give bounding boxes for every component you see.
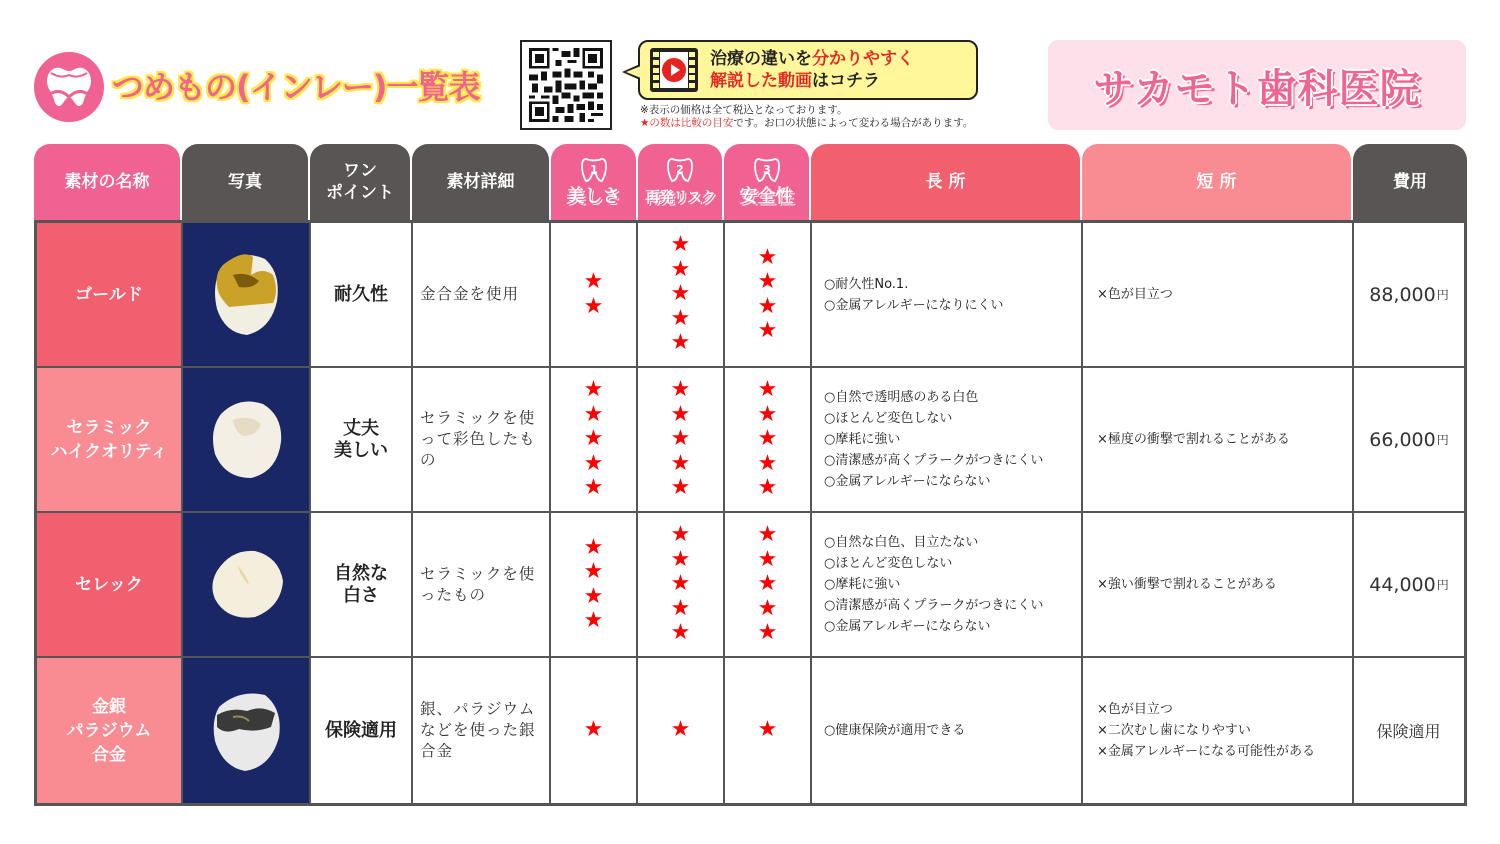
gold-inlay-photo [203,245,289,345]
star-icon: ★ [670,401,691,427]
star-icon: ★ [670,426,691,452]
star-icon: ★ [583,293,604,319]
col-safety-label: 安全性 [739,186,794,207]
merit-item: ○ほとんど変色しない [824,556,953,571]
material-detail: セラミックを使ったもの [420,564,536,604]
tooth-number-icon [666,156,694,184]
price-value: 88,000 [1369,283,1436,306]
video-text-4: はコチラ [812,71,880,91]
star-icon: ★ [670,595,691,621]
svg-text:3: 3 [762,163,771,176]
table-body [34,220,1467,806]
one-point-cell [311,368,413,511]
material-name: ハイクオリティ [50,441,168,462]
merits-cell [812,368,1083,511]
merit-item: ○金属アレルギーにならない [824,619,991,634]
star-icon: ★ [757,522,778,548]
material-name-cell [37,658,183,803]
col-header-recurrence [638,144,722,220]
star-icon: ★ [670,546,691,572]
note-star-red: ★の数は比較の目安 [640,117,734,129]
merits-cell [812,658,1083,803]
photo-cell [183,223,311,366]
star-icon: ★ [757,620,778,646]
star-icon: ★ [583,377,604,403]
material-name: ゴールド [75,284,143,305]
material-name: セラミック [66,417,152,438]
material-name: 合金 [92,744,126,765]
table-row [37,368,1464,513]
video-text-2: 分かりやすく [812,49,914,69]
merits-cell [812,513,1083,656]
price-cell [1354,658,1464,803]
merit-item: ○自然で透明感のある白色 [824,390,979,405]
merit-item: ○摩耗に強い [824,432,901,447]
star-icon: ★ [670,256,691,282]
star-icon: ★ [670,571,691,597]
demerits-cell [1083,223,1354,366]
star-icon: ★ [583,559,604,584]
merit-item: ○健康保険が適用できる [824,723,966,738]
star-icon: ★ [670,475,691,501]
page-title: つめもの(インレー)一覧表 [112,68,480,106]
safety-rating-cell [725,368,812,511]
price-cell [1354,223,1464,366]
recurrence-rating-cell [638,223,725,366]
note-star-black: です。お口の状態によって変わる場合があります。 [733,117,974,129]
col-beauty-label: 美しさ [566,186,621,207]
col-header-beauty [551,144,636,220]
col-recurrence-label: 再発リスク [645,188,715,206]
col-detail-label: 素材詳細 [446,172,515,192]
price-unit: 円 [1436,433,1449,447]
recurrence-rating-cell [638,658,725,803]
price-unit: 円 [1436,578,1449,592]
clinic-name: サカモト歯科医院 [1093,65,1421,112]
one-point-cell [311,513,413,656]
cerec-inlay-photo [203,535,289,635]
star-icon: ★ [757,546,778,572]
star-icon: ★ [583,717,604,743]
price-cell [1354,513,1464,656]
beauty-rating-cell [551,513,638,656]
star-icon: ★ [757,717,778,743]
star-icon: ★ [583,475,604,501]
col-header-name [34,144,180,220]
star-icon: ★ [757,377,778,403]
merit-item: ○金属アレルギーにならない [824,474,991,489]
table-row [37,513,1464,658]
recurrence-rating-cell [638,513,725,656]
star-icon: ★ [583,450,604,476]
star-icon: ★ [670,330,691,356]
demerits-cell [1083,658,1354,803]
star-icon: ★ [670,232,691,258]
tooth-number-icon [753,156,781,184]
merit-item: ○摩耗に強い [824,577,901,592]
qr-code-icon[interactable] [520,40,612,130]
play-icon [662,58,686,82]
merit-item: ○清潔感が高くプラークがつきにくい [824,453,1044,468]
material-name: セレック [75,574,143,595]
tooth-logo-icon [34,52,104,122]
col-header-point [310,144,410,220]
recurrence-rating-cell [638,368,725,511]
star-icon: ★ [583,608,604,633]
video-text-3: 解説した動画 [710,71,812,91]
material-detail: 銀、パラジウムなどを使った銀合金 [420,700,536,760]
demerit-item: ×色が目立つ [1097,287,1173,302]
silver-palladium-inlay-photo [203,681,289,781]
star-icon: ★ [670,281,691,307]
material-name: パラジウム [66,720,152,741]
star-icon: ★ [757,450,778,476]
note-tax: ※表示の価格は全て税込となっております。 [640,104,848,116]
demerit-item: ×強い衝撃で割れることがある [1097,577,1277,592]
price-notes [640,104,973,130]
star-icon: ★ [670,620,691,646]
material-name-cell [37,223,183,366]
star-icon: ★ [757,571,778,597]
star-icon: ★ [670,450,691,476]
one-point-text: 丈夫 [343,417,379,439]
svg-text:2: 2 [676,163,684,176]
beauty-rating-cell [551,368,638,511]
one-point-text: 白さ [343,584,379,606]
star-icon: ★ [670,717,691,743]
col-header-demerits [1082,144,1351,220]
col-cost-label: 費用 [1393,172,1427,192]
table-header-row [34,144,1467,220]
merits-cell [812,223,1083,366]
demerits-cell [1083,513,1354,656]
one-point-text: 自然な [334,562,388,584]
star-icon: ★ [757,244,778,270]
material-name: 金銀 [92,696,126,717]
merit-item: ○耐久性No.1. [824,276,909,292]
material-name-cell [37,513,183,656]
material-detail-cell [413,223,551,366]
material-detail-cell [413,658,551,803]
material-detail: 金合金を使用 [420,285,520,303]
material-detail-cell [413,368,551,511]
table-row [37,223,1464,368]
svg-text:1: 1 [589,163,598,176]
price-value: 保険適用 [1376,722,1441,741]
film-play-icon [650,48,698,92]
demerit-item: ×極度の衝撃で割れることがある [1097,432,1290,447]
col-header-detail [412,144,549,220]
one-point-cell [311,223,413,366]
star-icon: ★ [670,377,691,403]
col-point-label-1: ワン [343,161,377,181]
star-icon: ★ [757,318,778,343]
star-icon: ★ [670,522,691,548]
merit-item: ○清潔感が高くプラークがつきにくい [824,598,1044,613]
material-detail-cell [413,513,551,656]
safety-rating-cell [725,513,812,656]
video-text-1: 治療の違いを [710,49,812,69]
table-row [37,658,1464,803]
star-icon: ★ [757,269,778,294]
tooth-number-icon [580,156,608,184]
star-icon: ★ [757,426,778,452]
demerit-item: ×色が目立つ [1097,702,1173,717]
inlay-comparison-table [34,144,1467,806]
video-link-banner[interactable] [638,40,978,100]
col-photo-label: 写真 [228,172,262,192]
clinic-name-banner [1048,40,1466,130]
star-icon: ★ [583,426,604,452]
price-cell [1354,368,1464,511]
one-point-cell [311,658,413,803]
ceramic-hq-inlay-photo [203,390,289,490]
col-name-label: 素材の名称 [64,172,150,192]
col-header-merits [811,144,1080,220]
beauty-rating-cell [551,658,638,803]
one-point-text: 保険適用 [325,719,397,741]
star-icon: ★ [757,475,778,501]
safety-rating-cell [725,658,812,803]
price-value: 66,000 [1369,428,1436,451]
demerits-cell [1083,368,1354,511]
star-icon: ★ [670,305,691,331]
col-header-safety [724,144,809,220]
merit-item: ○自然な白色、目立たない [824,535,979,550]
star-icon: ★ [583,534,604,560]
col-header-cost [1353,144,1467,220]
star-icon: ★ [757,293,778,319]
star-icon: ★ [583,401,604,427]
star-icon: ★ [757,401,778,427]
price-value: 44,000 [1369,573,1436,596]
demerit-item: ×二次むし歯になりやすい [1097,723,1251,738]
star-icon: ★ [583,269,604,294]
merit-item: ○ほとんど変色しない [824,411,953,426]
video-banner-text [710,48,914,92]
star-icon: ★ [583,583,604,609]
photo-cell [183,368,311,511]
material-detail: セラミックを使って彩色したもの [420,409,536,469]
col-header-photo [182,144,308,220]
star-icon: ★ [757,595,778,621]
col-merits-label: 長 所 [925,172,966,192]
col-point-label-2: ポイント [326,183,394,203]
demerit-item: ×金属アレルギーになる可能性がある [1097,744,1316,759]
photo-cell [183,658,311,803]
price-unit: 円 [1436,288,1449,302]
col-demerits-label: 短 所 [1196,172,1237,192]
one-point-text: 耐久性 [334,283,388,305]
material-name-cell [37,368,183,511]
one-point-text: 美しい [334,439,388,461]
photo-cell [183,513,311,656]
safety-rating-cell [725,223,812,366]
beauty-rating-cell [551,223,638,366]
merit-item: ○金属アレルギーになりにくい [824,297,1004,313]
